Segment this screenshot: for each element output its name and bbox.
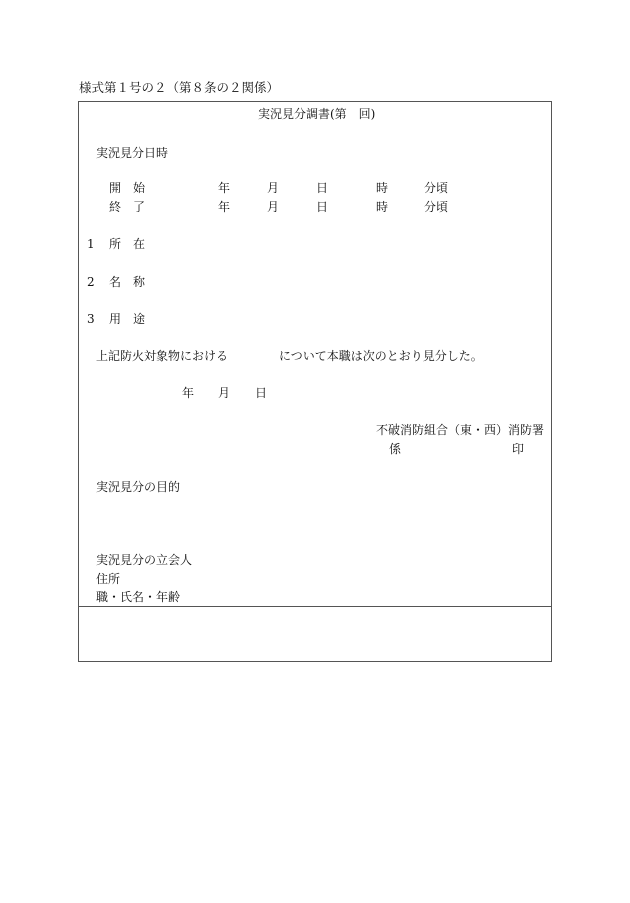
- item-location-number: 1: [87, 237, 95, 251]
- witness-label: 実況見分の立会人: [96, 553, 193, 567]
- date-day-unit: 日: [255, 386, 268, 400]
- date-month-unit: 月: [218, 386, 231, 400]
- end-year-unit: 年: [218, 200, 231, 214]
- form-title: 実況見分調書(第 回): [258, 107, 376, 121]
- end-hour-unit: 時: [376, 200, 389, 214]
- end-month-unit: 月: [267, 200, 280, 214]
- end-minute-unit: 分頃: [424, 200, 449, 214]
- address-label: 住所: [96, 572, 121, 586]
- start-day-unit: 日: [316, 181, 329, 195]
- end-day-unit: 日: [316, 200, 329, 214]
- start-year-unit: 年: [218, 181, 231, 195]
- start-hour-unit: 時: [376, 181, 389, 195]
- end-label: 終 了: [109, 200, 146, 214]
- purpose-label: 実況見分の目的: [96, 480, 181, 494]
- item-name-number: 2: [87, 275, 95, 289]
- staff-label: 係: [389, 442, 402, 456]
- item-name-label: 名 称: [109, 275, 146, 289]
- start-minute-unit: 分頃: [424, 181, 449, 195]
- person-label: 職・氏名・年齢: [96, 590, 181, 604]
- statement-part1: 上記防火対象物における: [96, 349, 229, 363]
- start-label: 開 始: [109, 181, 146, 195]
- form-outer-box: [78, 101, 552, 662]
- datetime-heading: 実況見分日時: [96, 146, 169, 160]
- date-year-unit: 年: [182, 386, 195, 400]
- start-month-unit: 月: [267, 181, 280, 195]
- form-number: 様式第１号の２（第８条の２関係）: [79, 80, 280, 95]
- item-location-label: 所 在: [109, 237, 146, 251]
- item-usage-number: 3: [87, 312, 95, 326]
- org-name: 不破消防組合（東・西）消防署: [376, 423, 545, 437]
- seal-label: 印: [512, 442, 525, 456]
- form-divider: [78, 606, 552, 607]
- statement-part2: について本職は次のとおり見分した。: [279, 349, 483, 363]
- item-usage-label: 用 途: [109, 312, 146, 326]
